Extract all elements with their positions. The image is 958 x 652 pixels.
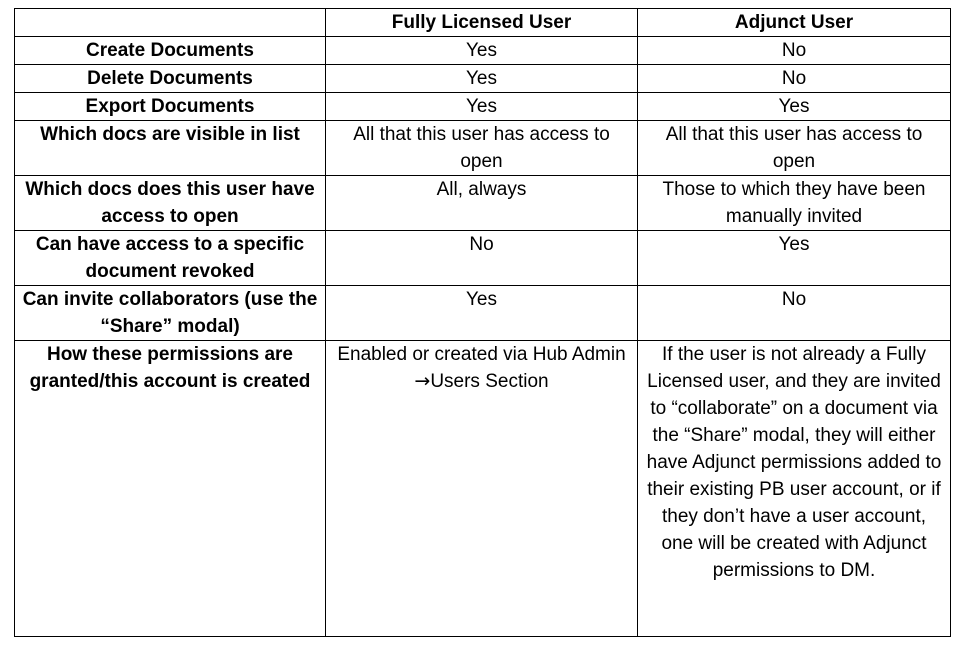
- licensed-text-part2: Users Section: [430, 371, 549, 392]
- adjunct-cell: If the user is not already a Fully Licensed user, and they are invited to “collaborate” on a document via the “Share” modal, they will either have Adjunct permissions added to their existing PB user account, or if they don’t have a user account, one will be created with Adjunct permissions to DM.: [638, 341, 951, 637]
- header-cell-empty: [15, 9, 326, 37]
- licensed-text-part1: Enabled or created via Hub Admin: [337, 344, 626, 365]
- table-header-row: [15, 9, 951, 37]
- adjunct-cell: No: [638, 65, 951, 93]
- adjunct-cell: No: [638, 37, 951, 65]
- licensed-cell: Yes: [326, 65, 638, 93]
- licensed-cell: Yes: [326, 93, 638, 121]
- row-header-cell: Create Documents: [15, 37, 326, 65]
- row-header-cell: Export Documents: [15, 93, 326, 121]
- header-cell-fully-licensed-user: Fully Licensed User: [326, 9, 638, 37]
- row-header-cell: Delete Documents: [15, 65, 326, 93]
- row-header-cell: Which docs does this user have access to open: [15, 176, 326, 231]
- table-row: [15, 37, 951, 65]
- licensed-cell: Yes: [326, 286, 638, 341]
- adjunct-cell: Those to which they have been manually invited: [638, 176, 951, 231]
- licensed-cell: [326, 341, 638, 637]
- table-row: [15, 176, 951, 231]
- adjunct-cell: Yes: [638, 231, 951, 286]
- licensed-cell: Yes: [326, 37, 638, 65]
- licensed-cell: All, always: [326, 176, 638, 231]
- licensed-cell: No: [326, 231, 638, 286]
- table-row: [15, 121, 951, 176]
- table-row: [15, 93, 951, 121]
- table-row: [15, 65, 951, 93]
- right-arrow-icon: →: [414, 370, 431, 392]
- row-header-cell: Can invite collaborators (use the “Share” modal): [15, 286, 326, 341]
- header-cell-adjunct-user: Adjunct User: [638, 9, 951, 37]
- row-header-cell: Which docs are visible in list: [15, 121, 326, 176]
- adjunct-cell: Yes: [638, 93, 951, 121]
- row-header-cell: How these permissions are granted/this account is created: [15, 341, 326, 637]
- table-row: [15, 231, 951, 286]
- table-row: [15, 286, 951, 341]
- table-row: [15, 341, 951, 637]
- row-header-cell: Can have access to a specific document revoked: [15, 231, 326, 286]
- adjunct-cell: All that this user has access to open: [638, 121, 951, 176]
- permissions-comparison-table: [14, 8, 951, 637]
- licensed-cell: All that this user has access to open: [326, 121, 638, 176]
- adjunct-cell: No: [638, 286, 951, 341]
